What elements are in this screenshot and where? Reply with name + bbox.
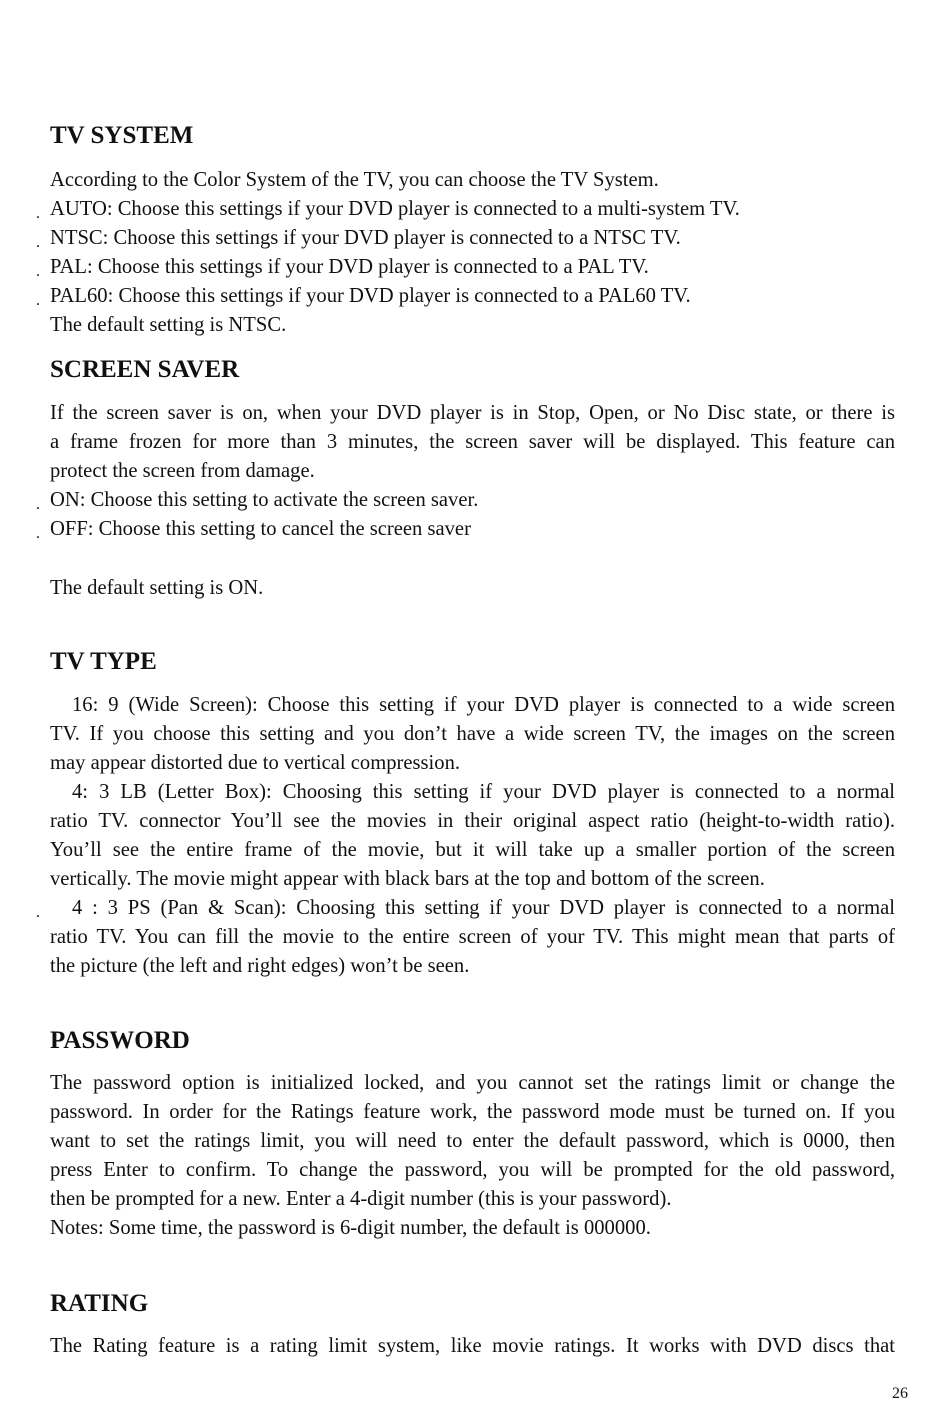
paragraph-line: want to set the ratings limit, you will need to enter the default password, which is 0000, then [50, 1130, 895, 1152]
section-heading-rating: RATING [50, 1290, 149, 1317]
bullet-marker: . [36, 205, 40, 222]
paragraph-line: 4: 3 LB (Letter Box): Choosing this setting if your DVD player is connected to a normal [72, 781, 895, 803]
bullet-marker: . [36, 525, 40, 542]
paragraph-line: may appear distorted due to vertical compression. [50, 752, 461, 774]
paragraph-line: 16: 9 (Wide Screen): Choose this setting if your DVD player is connected to a wide screen [72, 694, 895, 716]
section-heading-tv-system: TV SYSTEM [50, 122, 194, 149]
section-heading-tv-type: TV TYPE [50, 648, 157, 675]
paragraph-line: press Enter to confirm. To change the password, you will be prompted for the old password, [50, 1159, 895, 1181]
paragraph-line: The password option is initialized locked, and you cannot set the ratings limit or change the [50, 1072, 895, 1094]
bullet-item-auto: AUTO: Choose this settings if your DVD player is connected to a multi-system TV. [50, 198, 740, 220]
default-setting-line: The default setting is NTSC. [50, 314, 287, 336]
page-number: 26 [892, 1385, 908, 1402]
bullet-item-pal60: PAL60: Choose this settings if your DVD player is connected to a PAL60 TV. [50, 285, 691, 307]
bullet-item-on: ON: Choose this setting to activate the screen saver. [50, 489, 479, 511]
notes-line: Notes: Some time, the password is 6-digit number, the default is 000000. [50, 1217, 651, 1239]
section-heading-password: PASSWORD [50, 1027, 190, 1054]
paragraph-line: a frame frozen for more than 3 minutes, the screen saver will be displayed. This feature can [50, 431, 895, 453]
paragraph-line: password. In order for the Ratings feature work, the password mode must be turned on. If you [50, 1101, 895, 1123]
bullet-item-pal: PAL: Choose this settings if your DVD player is connected to a PAL TV. [50, 256, 649, 278]
bullet-marker: . [36, 496, 40, 513]
bullet-marker: . [36, 292, 40, 309]
paragraph-line: 4 : 3 PS (Pan & Scan): Choosing this setting if your DVD player is connected to a normal [72, 897, 895, 919]
paragraph-line: protect the screen from damage. [50, 460, 315, 482]
paragraph-line: The Rating feature is a rating limit system, like movie ratings. It works with DVD discs that [50, 1335, 895, 1357]
bullet-marker: . [36, 234, 40, 251]
paragraph-line: If the screen saver is on, when your DVD player is in Stop, Open, or No Disc state, or there is [50, 402, 895, 424]
bullet-item-off: OFF: Choose this setting to cancel the screen saver [50, 518, 471, 540]
paragraph-line: According to the Color System of the TV, you can choose the TV System. [50, 169, 659, 191]
paragraph-line: ratio TV. You can fill the movie to the entire screen of your TV. This might mean that parts of [50, 926, 895, 948]
paragraph-line: You’ll see the entire frame of the movie, but it will take up a smaller portion of the screen [50, 839, 895, 861]
paragraph-line: the picture (the left and right edges) won’t be seen. [50, 955, 470, 977]
bullet-item-ntsc: NTSC: Choose this settings if your DVD player is connected to a NTSC TV. [50, 227, 681, 249]
bullet-marker: . [36, 904, 40, 921]
section-heading-screen-saver: SCREEN SAVER [50, 356, 240, 383]
paragraph-line: then be prompted for a new. Enter a 4-digit number (this is your password). [50, 1188, 672, 1210]
default-setting-line: The default setting is ON. [50, 577, 264, 599]
bullet-marker: . [36, 263, 40, 280]
paragraph-line: TV. If you choose this setting and you don’t have a wide screen TV, the images on the screen [50, 723, 895, 745]
paragraph-line: vertically. The movie might appear with black bars at the top and bottom of the screen. [50, 868, 765, 890]
paragraph-line: ratio TV. connector You’ll see the movies in their original aspect ratio (height-to-width ratio). [50, 810, 895, 832]
